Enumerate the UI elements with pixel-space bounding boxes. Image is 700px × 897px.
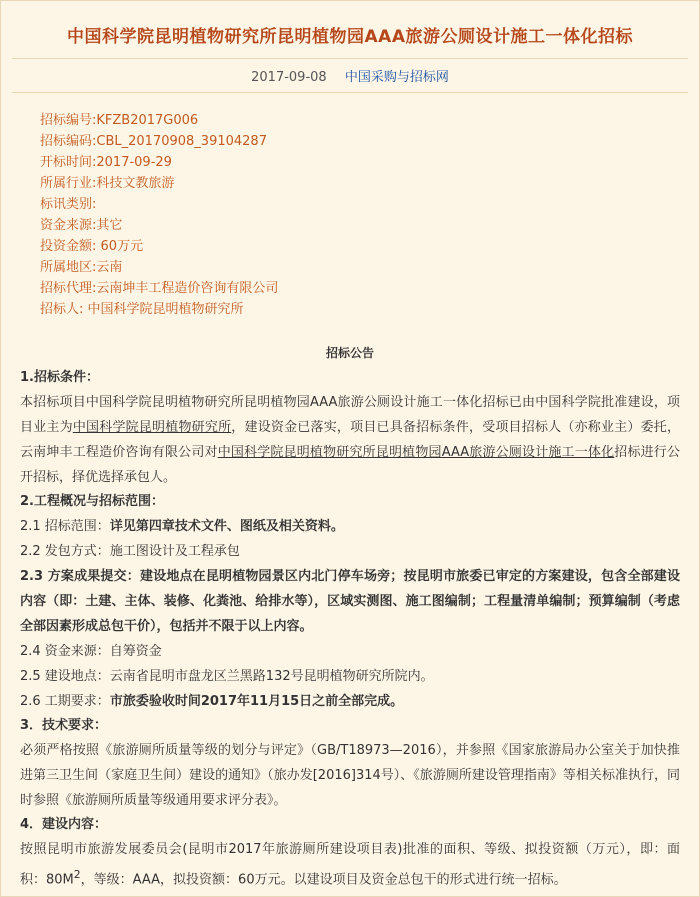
- info-value: 中国科学院昆明植物研究所: [83, 302, 244, 317]
- text: 本招标项目中国科学院昆明植物研究所昆明植物园AAA旅游公厕设计施工一体化招标已由中国科学院批准建设，项目业主为: [20, 395, 680, 435]
- info-tenderer: [40, 299, 278, 320]
- text: 招标进行公开招标，择优选择承包人。: [20, 445, 680, 485]
- info-label: 招标人:: [40, 302, 84, 317]
- section-heading: 4．建设内容：: [20, 817, 108, 832]
- text: 2.2 发包方式：: [20, 544, 110, 559]
- text: 市旅委验收时间2017年11月15日之前全部完成。: [109, 694, 404, 709]
- text: 按照昆明市旅游发展委员会(昆明市2017年旅游厕所建设项目表)批准的面积、等级、拟投资额（万元），即：面积：80M: [20, 842, 680, 888]
- info-open-time: [40, 152, 278, 173]
- info-value: 其它: [96, 218, 123, 233]
- source-link[interactable]: 中国采购与招标网: [344, 70, 449, 85]
- text: ，等级：AAA，拟投资额：60万元。以建设项目及资金总包干的形式进行统一招标。: [80, 872, 567, 888]
- page-title: 中国科学院昆明植物研究所昆明植物园AAA旅游公厕设计施工一体化招标: [67, 27, 633, 47]
- meta-line: [0, 66, 700, 85]
- info-fund-source: [40, 215, 278, 236]
- info-value: KFZB2017G006: [96, 113, 199, 128]
- section-paragraph: [20, 837, 680, 892]
- info-label: 招标编号:: [40, 113, 97, 128]
- text: 详见第四章技术文件、图纸及相关资料。: [109, 519, 344, 534]
- info-agent: [40, 278, 278, 299]
- owner-link[interactable]: 中国科学院昆明植物研究所: [72, 420, 232, 435]
- schedule-line: [20, 689, 680, 714]
- deliverables-paragraph: [20, 564, 680, 639]
- info-label: 招标编码:: [40, 134, 97, 149]
- scope-line: [20, 514, 680, 539]
- section-heading: 3．技术要求：: [20, 718, 108, 733]
- text: 2.6 工期要求：: [20, 694, 110, 709]
- info-value: 2017-09-29: [96, 155, 172, 170]
- info-category: [40, 194, 278, 215]
- info-label: 投资金额:: [40, 239, 97, 254]
- info-label: 开标时间:: [40, 155, 97, 170]
- contract-line: [20, 539, 680, 564]
- text: 2.1 招标范围：: [20, 519, 110, 534]
- divider: [12, 58, 688, 59]
- section-heading: 1.招标条件：: [20, 370, 99, 385]
- info-bid-number: [40, 110, 278, 131]
- info-industry: [40, 173, 278, 194]
- section-heading: 2.工程概况与招标范围：: [20, 494, 164, 509]
- location-line: 2.5 建设地点：云南省昆明市盘龙区兰黑路132号昆明植物研究所院内。: [20, 669, 434, 684]
- info-bid-code: [40, 131, 278, 152]
- project-link[interactable]: 中国科学院昆明植物研究所昆明植物园AAA旅游公厕设计施工一体化: [217, 445, 615, 460]
- info-label: 资金来源:: [40, 218, 97, 233]
- info-value: 云南坤丰工程造价咨询有限公司: [96, 281, 279, 296]
- text: 2.3 方案成果提交：: [20, 569, 140, 584]
- section-paragraph: [20, 390, 680, 490]
- text: ，建设资金已落实，项目已具备招标条件，受项目招标人（亦称业主）委托，云南坤丰工程造价咨询有限公司对: [20, 420, 680, 460]
- info-value: 60万元: [96, 239, 144, 254]
- publish-date: 2017-09-08: [251, 70, 327, 85]
- notice-body: [20, 366, 680, 892]
- info-list: [40, 110, 278, 320]
- info-label: 标讯类别:: [40, 197, 97, 212]
- info-label: 所属行业:: [40, 176, 97, 191]
- superscript: 2: [73, 868, 81, 881]
- notice-heading: 招标公告: [325, 346, 374, 360]
- divider: [12, 92, 688, 93]
- info-label: 招标代理:: [40, 281, 97, 296]
- fund-line: 2.4 资金来源：自筹资金: [20, 644, 162, 659]
- info-value: 科技文教旅游: [96, 176, 175, 191]
- info-investment: [40, 236, 278, 257]
- info-label: 所属地区:: [40, 260, 97, 275]
- section-paragraph: 必须严格按照《旅游厕所质量等级的划分与评定》（GB/T18973—2016），并参照《国家旅游局办公室关于加快推进第三卫生间（家庭卫生间）建设的通知》（旅办发[2016]314号）、《旅游厕所建设管理指南》等相关标准执行，同时参照《旅游厕所质量等级通用要求评分表》。: [20, 743, 680, 808]
- info-value: 云南: [96, 260, 123, 275]
- info-value: CBL_20170908_39104287: [96, 134, 267, 149]
- text: 建设地点在昆明植物园景区内北门停车场旁；按昆明市旅委已审定的方案建设，包含全部建设内容（即：土建、主体、装修、化粪池、给排水等），区域实测图、施工图编制；工程量清单编制；预算编制（考虑全部因素形成总包干价），包括并不限于以上内容。: [20, 569, 680, 634]
- text: 施工图设计及工程承包: [109, 544, 240, 559]
- info-region: [40, 257, 278, 278]
